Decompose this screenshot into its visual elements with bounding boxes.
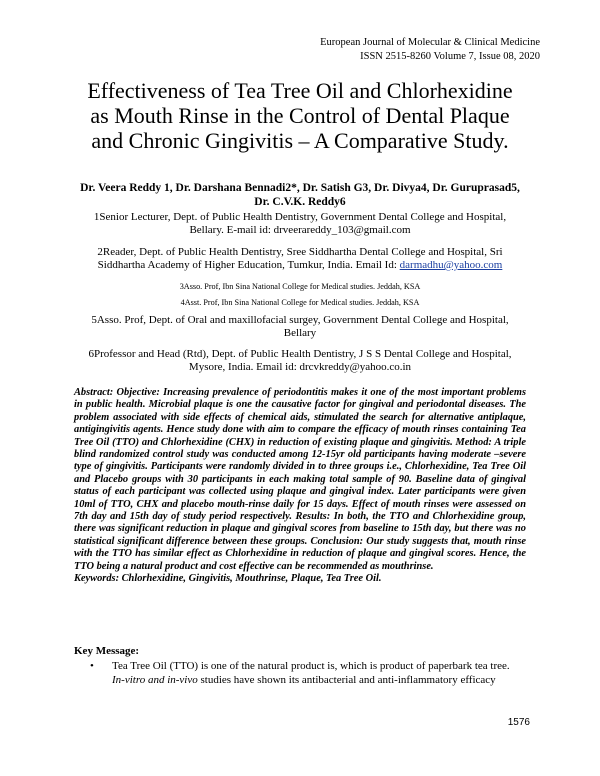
author-line: Dr. Veera Reddy 1, Dr. Darshana Bennadi2*, Dr. Satish G3, Dr. Divya4, Dr. Guruprasad5, — [80, 182, 520, 194]
key-message-heading: Key Message: — [74, 645, 140, 657]
bullet-italic: In-vitro and in-vivo — [112, 673, 198, 686]
bullet-line: Tea Tree Oil (TTO) is one of the natural product is, which is product of paperbark tea tree. — [112, 660, 510, 672]
paper-title — [40, 78, 560, 153]
affiliation-4: 4Asst. Prof, Ibn Sina National College for Medical studies. Jeddah, KSA — [180, 298, 420, 307]
affiliation-text: Bellary. E-mail id: drveerareddy_103@gmail.com — [189, 224, 411, 236]
affiliation-3: 3Asso. Prof, Ibn Sina National College for Medical studies. Jeddah, KSA — [179, 282, 421, 291]
abstract-block — [74, 387, 526, 586]
affiliation-text: Bellary — [283, 327, 317, 339]
bullet-line: studies have shown its antibacterial and anti-inflammatory efficacy — [197, 673, 496, 686]
title-line: as Mouth Rinse in the Control of Dental Plaque — [90, 103, 510, 128]
affiliation-1 — [70, 211, 530, 237]
affiliation-text-part: Siddhartha Academy of Higher Education, Tumkur, India. Email Id: — [97, 259, 400, 271]
affiliation-5 — [70, 314, 530, 340]
affiliation-text — [70, 259, 530, 272]
title-line: and Chronic Gingivitis – A Comparative Study. — [91, 128, 509, 153]
keywords: Keywords: Chlorhexidine, Gingivitis, Mouthrinse, Plaque, Tea Tree Oil. — [74, 573, 382, 585]
affiliation-text: 6Professor and Head (Rtd), Dept. of Public Health Dentistry, J S S Dental College and Hospital, — [88, 348, 512, 360]
title-line: Effectiveness of Tea Tree Oil and Chlorhexidine — [87, 78, 513, 103]
page-number: 1576 — [507, 717, 530, 728]
affiliation-text: 1Senior Lecturer, Dept. of Public Health Dentistry, Government Dental College and Hospital, — [93, 211, 507, 223]
author-list — [80, 181, 520, 209]
key-message-bullet — [90, 660, 530, 687]
journal-issn-volume: ISSN 2515-8260 Volume 7, Issue 08, 2020 — [360, 51, 540, 62]
journal-name: European Journal of Molecular & Clinical Medicine — [320, 37, 540, 48]
abstract-text: Abstract: Objective: Increasing prevalence of periodontitis makes it one of the most important problems in public health. Microbial plaque is one the causative factor for gingival and periodontal diseases. The problem associated with side effects of chemical aids, stimulated the search for alternative antiplaque, antigingivitis agents. Hence study done with aim to compare the efficacy of mouth rinses containing Tea Tree Oil (TTO) and Chlorhexidine (CHX) in reduction of existing plaque and gingivitis. Method: A triple blind randomized control study was conducted among 12-15yr old participants having moderate –severe type of gingivitis. Participants were randomly divided in to three groups i.e., Chlorhexidine, Tea Tree Oil and Placebo groups with 30 participants in each making total sample of 90. Baseline data of gingival status of each participant was collected using plaque and gingival index. Later participants were given 10ml of TTO, CHX and placebo mouth-rinse daily for 15 days. Effect of mouth rinses were assessed on 7th day and 15th day of study period respectively. Results: In both, the TTO and Chlorhexidine group, there was significant reduction in plaque and gingival scores from baseline to 15th day, but there was no statistical significant difference between these groups. Conclusion: Our study suggests that, mouth rinse with the TTO has similar effect as Chlorhexidine in reduction of plaque and gingival scores. Hence, the TTO being a natural product and cost effective can be recommended as mouthrinse. — [74, 387, 526, 572]
email-link[interactable]: darmadhu@yahoo.com — [399, 259, 503, 271]
affiliation-6 — [70, 348, 530, 374]
bullet-icon: • — [90, 660, 94, 672]
affiliation-text: 2Reader, Dept. of Public Health Dentistry, Sree Siddhartha Dental College and Hospital, Sri — [97, 246, 503, 258]
affiliation-2 — [70, 246, 530, 272]
author-line: Dr. C.V.K. Reddy6 — [254, 196, 346, 208]
affiliation-text: Mysore, India. Email id: drcvkreddy@yahoo.co.in — [188, 361, 412, 373]
affiliation-text: 5Asso. Prof, Dept. of Oral and maxillofacial surgey, Government Dental College and Hospital, — [91, 314, 509, 326]
bullet-text — [112, 660, 530, 687]
